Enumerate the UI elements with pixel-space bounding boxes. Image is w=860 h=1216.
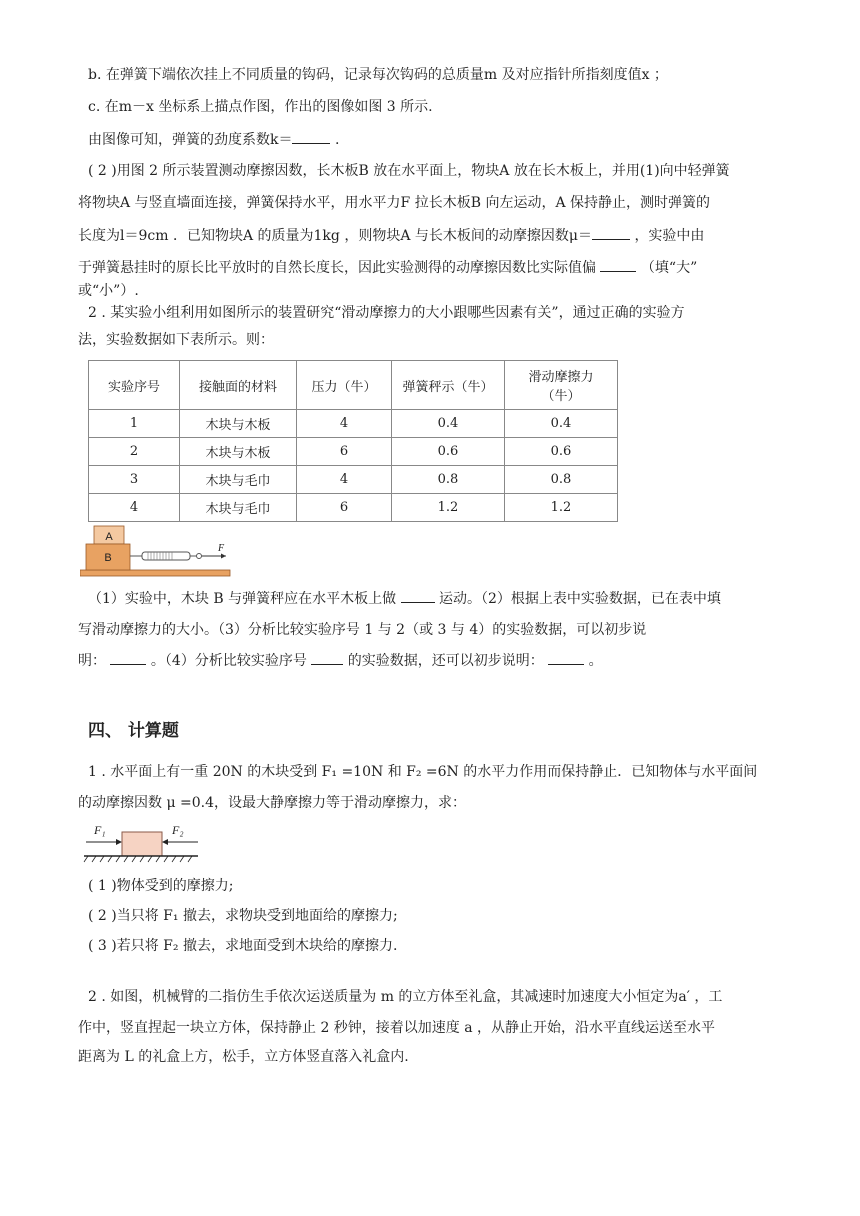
table-cell: 0.8 bbox=[392, 466, 505, 494]
part2-line-1: ( 2 )用图 2 所示装置测动摩擦因数，长木板B 放在水平面上，物块A 放在长木板上，并用(1)向中轻弹簧 bbox=[88, 163, 730, 179]
calc-q2-line-1: 2 . 如图，机械臂的二指仿生手依次运送质量为 m 的立方体至礼盒，其减速时加速度大小恒定为a′ ，工 bbox=[88, 989, 723, 1005]
q2-answer-3-end: 。 bbox=[588, 653, 603, 669]
section-title: 四、 计算题 bbox=[88, 721, 179, 741]
f2-arrowhead bbox=[162, 839, 168, 845]
table-row bbox=[89, 410, 618, 438]
part2-line-2: 将物块A 与竖直墙面连接，弹簧保持水平，用水平力F 拉长木板B 向左运动，A 保持静止，测时弹簧的 bbox=[78, 195, 711, 211]
table-cell: 0.6 bbox=[392, 438, 505, 466]
part2-line-5: 或“小”）. bbox=[78, 283, 139, 299]
block-forces-figure bbox=[82, 820, 202, 866]
block bbox=[122, 832, 162, 856]
table-cell: 4 bbox=[89, 494, 180, 522]
block-b-label: B bbox=[104, 552, 112, 564]
header-cell: 实验序号 bbox=[89, 361, 180, 410]
table-cell: 木块与毛巾 bbox=[180, 494, 297, 522]
stiffness-text: 由图像可知，弹簧的劲度系数k＝ bbox=[88, 132, 293, 148]
table-cell: 2 bbox=[89, 438, 180, 466]
q2-answer-3-mid2: 的实验数据，还可以初步说明： bbox=[347, 653, 544, 669]
part2-line-3-end: ，实验中由 bbox=[634, 228, 705, 244]
q2-answer-line-1 bbox=[88, 588, 721, 609]
table-row bbox=[89, 438, 618, 466]
q2-answer-1-end: 运动。（2）根据上表中实验数据，已在表中填 bbox=[439, 591, 721, 607]
conclusion-blank-2[interactable] bbox=[548, 650, 584, 665]
table-cell: 0.4 bbox=[505, 410, 618, 438]
header-cell: 接触面的材料 bbox=[180, 361, 297, 410]
calc-q1-line-1: 1 . 水平面上有一重 20N 的木块受到 F₁ =10N 和 F₂ =6N 的水平力作用而保持静止．已知物体与水平面间 bbox=[88, 764, 758, 780]
f1-arrowhead bbox=[116, 839, 122, 845]
table-cell: 1.2 bbox=[505, 494, 618, 522]
part2-line-4-text: 于弹簧悬挂时的原长比平放时的自然长度长，因此实验测得的动摩擦因数比实际值偏 bbox=[78, 260, 596, 276]
part2-line-3-text: 长度为l＝9cm ．已知物块A 的质量为1kg ，则物块A 与长木板间的动摩擦因数μ＝ bbox=[78, 228, 592, 244]
table-cell: 4 bbox=[297, 410, 392, 438]
conclusion-blank-1[interactable] bbox=[110, 650, 146, 665]
table-cell: 3 bbox=[89, 466, 180, 494]
step-c-text: c. 在m－x 坐标系上描点作图，作出的图像如图 3 所示. bbox=[88, 99, 433, 115]
calc-q2-line-2: 作中，竖直捏起一块立方体，保持静止 2 秒钟，接着以加速度 a ，从静止开始，沿水平直线运送至水平 bbox=[78, 1020, 716, 1036]
table-cell: 木块与木板 bbox=[180, 410, 297, 438]
scale-ring bbox=[197, 554, 202, 559]
stiffness-line bbox=[88, 129, 339, 150]
table-cell: 6 bbox=[297, 438, 392, 466]
table-cell: 6 bbox=[297, 494, 392, 522]
calc-q1-sub-2: ( 2 )当只将 F₁ 撤去，求物块受到地面给的摩擦力; bbox=[88, 908, 398, 924]
table-cell: 1.2 bbox=[392, 494, 505, 522]
table-row bbox=[89, 494, 618, 522]
table-cell: 0.4 bbox=[392, 410, 505, 438]
header-cell: 滑动摩擦力（牛） bbox=[505, 361, 618, 410]
q2-line-1: 2 . 某实验小组利用如图所示的装置研究“滑动摩擦力的大小跟哪些因素有关”，通过正确的实验方 bbox=[88, 305, 685, 321]
table-cell: 4 bbox=[297, 466, 392, 494]
calc-q2-line-3: 距离为 L 的礼盒上方，松手，立方体竖直落入礼盒内. bbox=[78, 1049, 409, 1065]
q2-line-2: 法，实验数据如下表所示。则： bbox=[78, 332, 274, 348]
q2-answer-1-text: （1）实验中，木块 B 与弹簧秤应在水平木板上做 bbox=[88, 591, 397, 607]
calc-q1-line-2: 的动摩擦因数 μ =0.4，设最大静摩擦力等于滑动摩擦力，求： bbox=[78, 795, 466, 811]
part2-line-4-end: （填“大” bbox=[640, 260, 698, 276]
stiffness-end: . bbox=[334, 132, 340, 148]
part2-line-3 bbox=[78, 225, 704, 246]
stiffness-blank[interactable] bbox=[292, 129, 330, 144]
table-cell: 0.8 bbox=[505, 466, 618, 494]
part2-line-4 bbox=[78, 257, 697, 278]
q2-answer-line-2: 写滑动摩擦力的大小。（3）分析比较实验序号 1 与 2（或 3 与 4）的实验数据，可以初步说 bbox=[78, 622, 647, 638]
calc-q1-sub-1: ( 1 )物体受到的摩擦力; bbox=[88, 878, 234, 894]
blocks-spring-scale-figure bbox=[80, 524, 232, 580]
table-cell: 1 bbox=[89, 410, 180, 438]
board bbox=[80, 570, 230, 576]
friction-coefficient-blank[interactable] bbox=[592, 225, 630, 240]
f2-label: F₂ bbox=[172, 823, 184, 837]
table-cell: 木块与毛巾 bbox=[180, 466, 297, 494]
table-cell: 木块与木板 bbox=[180, 438, 297, 466]
bias-blank[interactable] bbox=[600, 257, 636, 272]
serial-number-blank[interactable] bbox=[311, 650, 343, 665]
table-header-row bbox=[89, 361, 618, 410]
q2-answer-line-3 bbox=[78, 650, 603, 671]
motion-type-blank[interactable] bbox=[401, 588, 435, 603]
step-b-text: b. 在弹簧下端依次挂上不同质量的钩码，记录每次钩码的总质量m 及对应指针所指刻度值x ； bbox=[88, 67, 668, 83]
f1-label: F₁ bbox=[94, 823, 106, 837]
experiment-data-table bbox=[88, 360, 618, 522]
ground-hatch bbox=[84, 856, 192, 862]
header-cell: 弹簧秤示（牛） bbox=[392, 361, 505, 410]
calc-q1-sub-3: ( 3 )若只将 F₂ 撤去，求地面受到木块给的摩擦力. bbox=[88, 938, 398, 954]
table-row bbox=[89, 466, 618, 494]
block-a-label: A bbox=[105, 531, 113, 543]
header-cell: 压力（牛） bbox=[297, 361, 392, 410]
q2-answer-3-text: 明： bbox=[78, 653, 106, 669]
force-arrowhead bbox=[221, 554, 226, 559]
q2-answer-3-mid: 。（4）分析比较实验序号 bbox=[150, 653, 307, 669]
force-label: F bbox=[218, 543, 225, 554]
table-cell: 0.6 bbox=[505, 438, 618, 466]
